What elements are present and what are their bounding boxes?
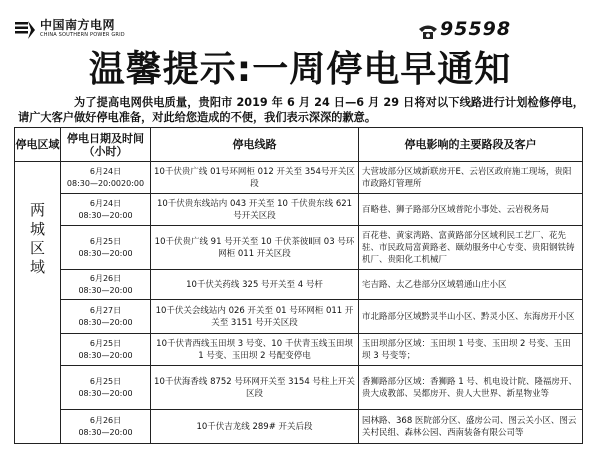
date-cell [61,334,151,366]
header [0,0,600,50]
outage-time: 08:30—20:00 [78,388,133,398]
line-cell: 10千伏贵广线 91 号开关至 10 千伏茶彼Ⅱ回 03 号环网柜 011 开关区段 [151,226,359,270]
area-cell: 百花巷、黄家湾路、富黄路部分区域利民工艺厂、花先驻、市民政局富黄路老、颐幼服务中心专变、贵阳钢铁铸机厂、贵阳化工机械厂 [359,226,583,270]
table-row [15,366,583,410]
header-line: 停电线路 [151,128,359,162]
table-row [15,334,583,366]
company-name-cn: 中国南方电网 [40,18,116,32]
outage-time: 08:30—20:00 [78,427,133,437]
area-cell: 百略巷、狮子路部分区域普陀小事处、云岩税务局 [359,194,583,226]
area-cell: 玉田坝部分区域：玉田坝 1 号变、玉田坝 2 号变、玉田坝 3 号变等； [359,334,583,366]
area-cell: 宅吉路、太乙巷部分区域碧通山庄小区 [359,270,583,300]
outage-time: 08:30—20:00 [78,248,133,258]
line-cell: 10千伏关会线站内 026 开关至 01 号环网柜 011 开关至 3151 号开关区段 [151,300,359,334]
date-cell [61,300,151,334]
line-cell: 10千伏吉龙线 289# 开关后段 [151,410,359,444]
area-cell: 大营坡部分区域新联房开E、云岩区政府施工现场，贵阳市政路灯管理所 [359,162,583,194]
area-cell: 园林路、368 医院部分区、盛房公司、图云关小区、图云关村民组、森林公园、西南装备有限公司等 [359,410,583,444]
outage-day: 6月24日 [89,198,122,208]
line-cell: 10千伏海香线 8752 号环网开关至 3154 号柱上开关区段 [151,366,359,410]
table-row [15,270,583,300]
table-header-row [15,128,583,162]
outage-table [14,127,583,444]
table-row [15,226,583,270]
area-cell: 香狮路部分区域：香狮路 1 号、机电设计院、隆福房开、贵大成教部、吴都房开、贵人大世界、新星物业等 [359,366,583,410]
date-cell [61,270,151,300]
area-cell: 市北路部分区域黔灵半山小区、黔灵小区、东海房开小区 [359,300,583,334]
outage-day: 6月24日 [89,166,122,176]
outage-time: 08:30—20:00 [78,317,133,327]
header-region: 停电区域 [15,128,61,162]
date-cell [61,226,151,270]
date-cell [61,366,151,410]
date-cell [61,410,151,444]
telephone-icon [418,23,438,41]
table-row [15,194,583,226]
line-cell: 10千伏贵广线 01号环网柜 012 开关至 354号开关区段 [151,162,359,194]
table-row [15,162,583,194]
outage-time: 08:30—20:00 [78,285,133,295]
date-cell [61,162,151,194]
region-cell [15,162,61,444]
outage-time: 08:30—20:0020:00 [66,178,145,188]
line-cell: 10千伏青西线玉田坝 3 号变、10 千伏青玉线玉田坝 1 号变、玉田坝 2 号配变停电 [151,334,359,366]
outage-day: 6月25日 [89,338,122,348]
outage-day: 6月26日 [89,415,122,425]
outage-day: 6月27日 [89,305,122,315]
date-cell [61,194,151,226]
region-name: 两城区域 [28,202,46,278]
page-title: 温馨提示:一周停电早通知 [88,49,512,90]
line-cell: 10千伏贵东线站内 043 开关至 10 千伏贵东线 621 号开关区段 [151,194,359,226]
outage-day: 6月25日 [89,376,122,386]
outage-day: 6月25日 [89,236,122,246]
header-date: 停电日期及时间（小时） [61,128,151,162]
line-cell: 10千伏关药线 325 号开关至 4 号杆 [151,270,359,300]
table-row [15,410,583,444]
table-row [15,300,583,334]
intro-paragraph: 为了提高电网供电质量，贵阳市 2019 年 6 月 24 日—6 月 29 日将对以下线路进行计划检修停电，请广大客户做好停电准备，对此给您造成的不便，我们表示深深的歉意。 [18,96,584,124]
outage-time: 08:30—20:00 [78,210,133,220]
header-area: 停电影响的主要路段及客户 [359,128,583,162]
outage-time: 08:30—20:00 [78,350,133,360]
csg-logo-icon [14,20,36,40]
hotline-number: 95598 [440,18,512,40]
company-name-en: CHINA SOUTHERN POWER GRID [40,32,125,38]
outage-day: 6月26日 [89,273,122,283]
